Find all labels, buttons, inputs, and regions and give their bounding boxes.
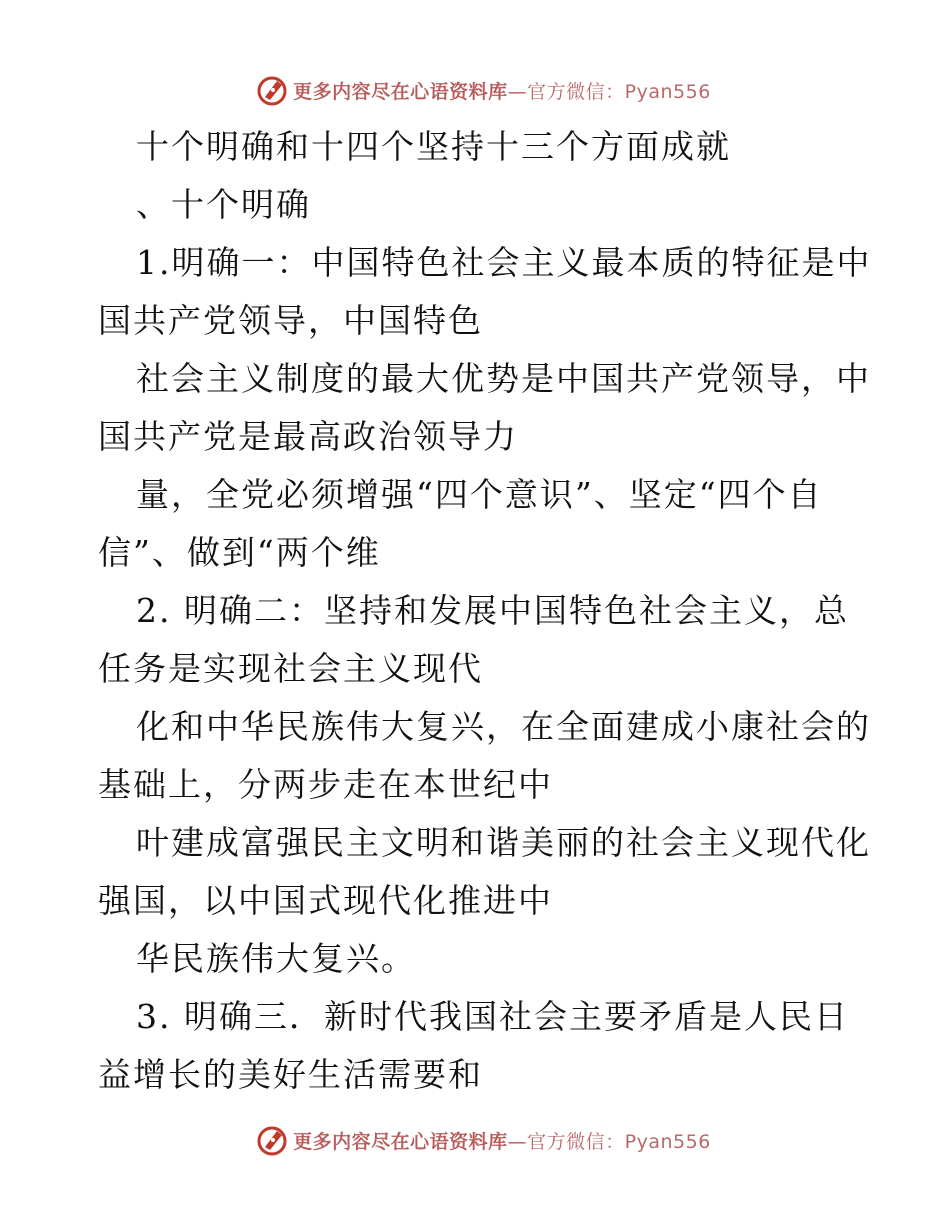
banner-dash: — [507, 80, 528, 103]
banner-dash: — [507, 1130, 528, 1153]
paragraph-line: 华民族伟大复兴。 [136, 939, 416, 978]
document-body [98, 118, 872, 1104]
paragraph-line: 基础上，分两步走在本世纪中 [98, 765, 553, 804]
footer-banner-inner [255, 1123, 711, 1157]
paragraph-line: 强国，以中国式现代化推进中 [98, 881, 553, 920]
paragraph-line: 1.明确一：中国特色社会主义最本质的特征是中 [136, 243, 872, 282]
paragraph-line: 国共产党是最高政治领导力 [98, 417, 518, 456]
paragraph-line: 3. 明确三．新时代我国社会主要矛盾是人民日 [136, 997, 849, 1036]
paragraph-line: 量，全党必须增强“四个意识”、坚定“四个自 [136, 475, 823, 514]
header-banner-text [293, 77, 711, 104]
paragraph-line: 化和中华民族伟大复兴，在全面建成小康社会的 [136, 707, 871, 746]
paragraph-line: 叶建成富强民主文明和谐美丽的社会主义现代化 [136, 823, 871, 862]
paragraph-line: 信”、做到“两个维 [98, 533, 381, 572]
paragraph-line: 国共产党领导，中国特色 [98, 301, 483, 340]
document-title: 十个明确和十四个坚持十三个方面成就 [136, 127, 731, 166]
pen-nib-circle-icon [255, 73, 289, 107]
banner-slogan: 更多内容尽在心语资料库 [293, 1130, 508, 1153]
footer-banner [0, 1120, 950, 1160]
paragraph-line: 益增长的美好生活需要和 [98, 1055, 483, 1094]
banner-wechat: 官方微信：Pyan556 [527, 1130, 711, 1153]
paragraph-line: 社会主义制度的最大优势是中国共产党领导，中 [136, 359, 871, 398]
banner-slogan: 更多内容尽在心语资料库 [293, 80, 508, 103]
header-banner-inner [255, 73, 711, 107]
header-banner [0, 70, 950, 110]
footer-banner-text [293, 1127, 711, 1154]
paragraph-line: 任务是实现社会主义现代 [98, 649, 483, 688]
paragraph-line: 2. 明确二：坚持和发展中国特色社会主义，总 [136, 591, 849, 630]
section-heading: 、十个明确 [136, 185, 311, 224]
banner-wechat: 官方微信：Pyan556 [527, 80, 711, 103]
pen-nib-circle-icon [255, 1123, 289, 1157]
